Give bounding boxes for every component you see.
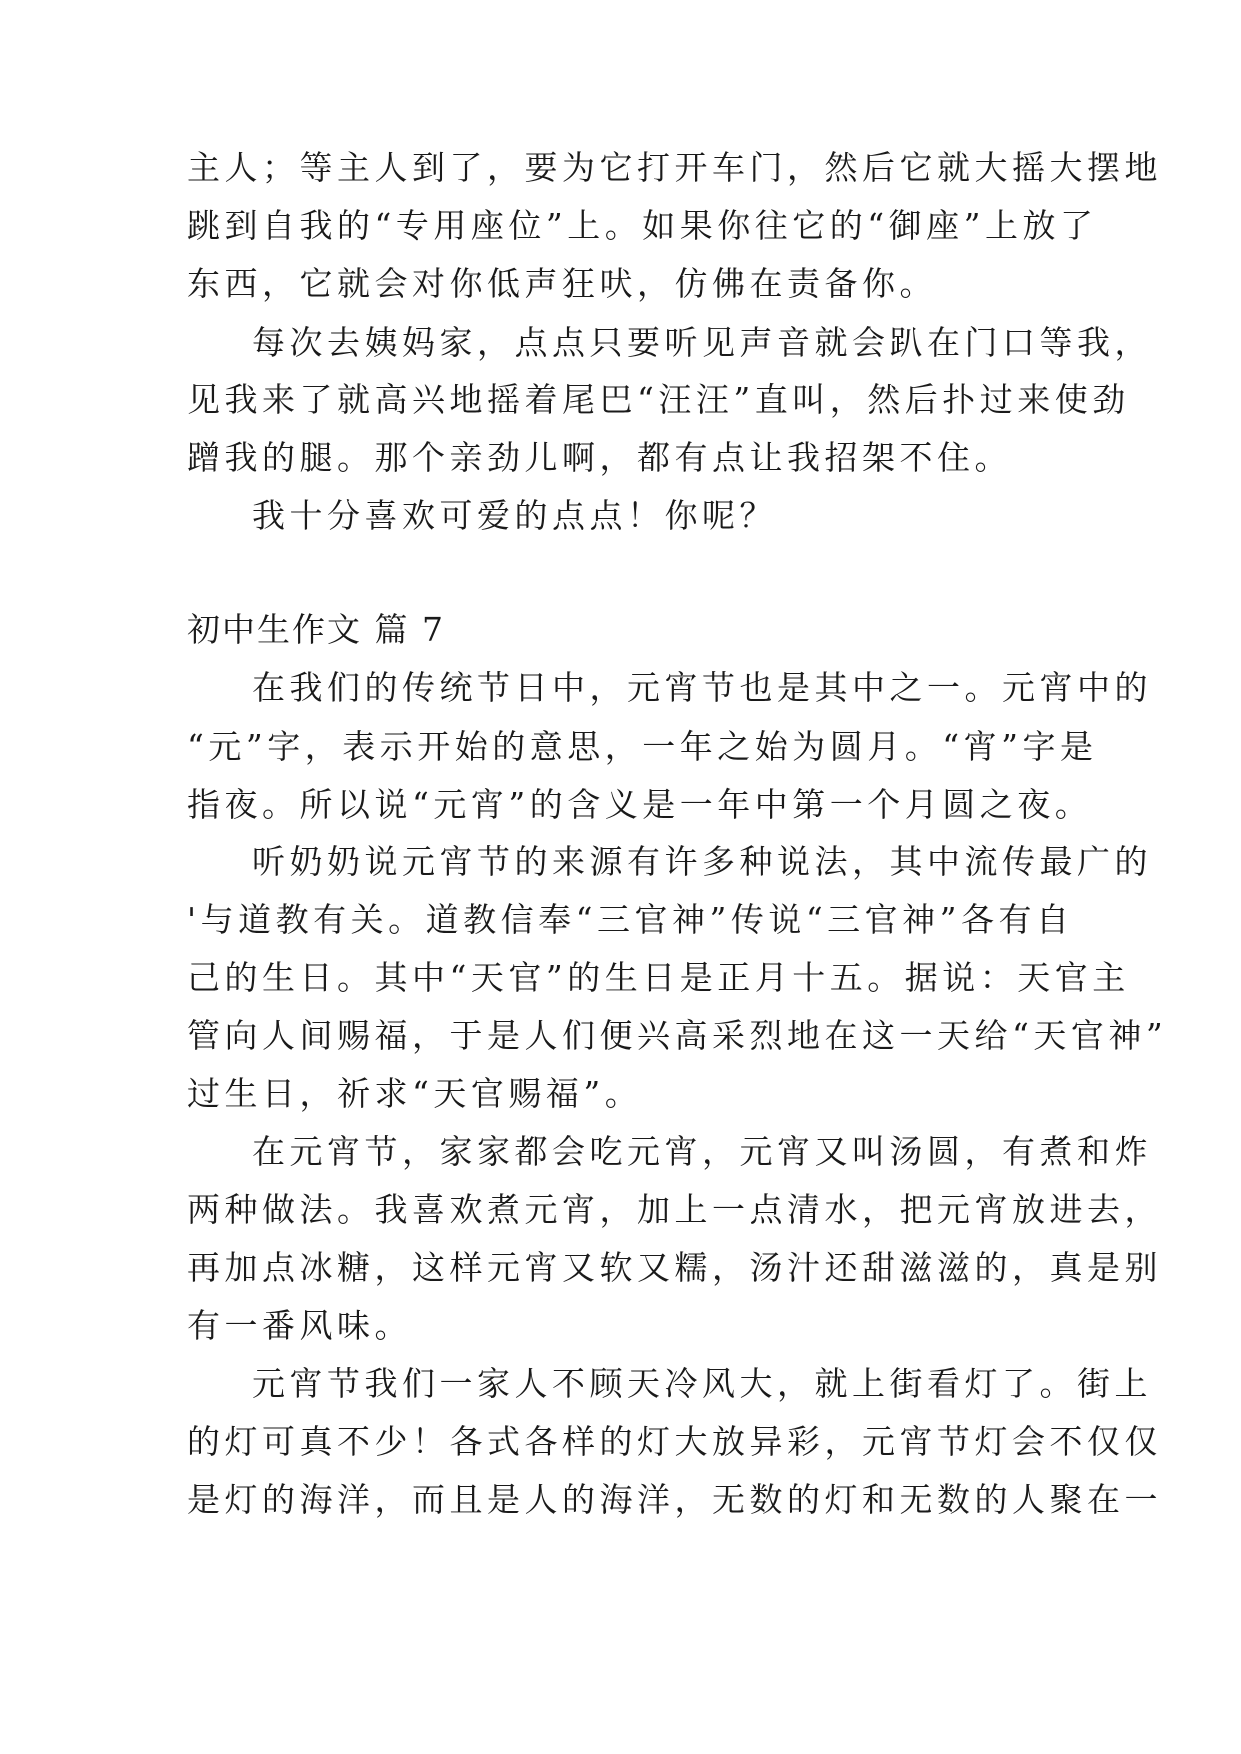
- paragraph-start-line: 听奶奶说元宵节的来源有许多种说法，其中流传最广的: [252, 842, 1152, 881]
- paragraph-start-line: 我十分喜欢可爱的点点！你呢？: [252, 496, 777, 535]
- text-line: 主人；等主人到了，要为它打开车门，然后它就大摇大摆地: [187, 148, 1162, 187]
- paragraph-start-line: 每次去姨妈家，点点只要听见声音就会趴在门口等我，: [252, 323, 1152, 362]
- text-line: 过生日，祈求“天官赐福”。: [187, 1074, 643, 1113]
- text-line: 见我来了就高兴地摇着尾巴“汪汪”直叫，然后扑过来使劲: [187, 380, 1130, 419]
- text-line: 是灯的海洋，而且是人的海洋，无数的灯和无数的人聚在一: [187, 1480, 1162, 1519]
- text-line: 指夜。所以说“元宵”的含义是一年中第一个月圆之夜。: [187, 785, 1093, 824]
- paragraph-start-line: 在我们的传统节日中，元宵节也是其中之一。元宵中的: [252, 668, 1152, 707]
- text-line: 跳到自我的“专用座位”上。如果你往它的“御座”上放了: [187, 206, 1098, 245]
- text-line: 东西，它就会对你低声狂吠，仿佛在责备你。: [187, 264, 937, 303]
- text-line: 有一番风味。: [187, 1306, 412, 1345]
- text-line: '与道教有关。道教信奉“三官神”传说“三官神”各有自: [187, 900, 1074, 939]
- text-line: 蹭我的腿。那个亲劲儿啊，都有点让我招架不住。: [187, 438, 1012, 477]
- paragraph-start-line: 在元宵节，家家都会吃元宵，元宵又叫汤圆，有煮和炸: [252, 1132, 1152, 1171]
- text-line: 己的生日。其中“天官”的生日是正月十五。据说：天官主: [187, 958, 1130, 997]
- paragraph-start-line: 元宵节我们一家人不顾天冷风大，就上街看灯了。街上: [252, 1364, 1152, 1403]
- text-line: “元”字，表示开始的意思，一年之始为圆月。“宵”字是: [187, 727, 1098, 766]
- text-line: 再加点冰糖，这样元宵又软又糯，汤汁还甜滋滋的，真是别: [187, 1248, 1162, 1287]
- text-line: 的灯可真不少！各式各样的灯大放异彩，元宵节灯会不仅仅: [187, 1422, 1162, 1461]
- section-heading: 初中生作文 篇 7: [187, 610, 445, 649]
- text-line: 两种做法。我喜欢煮元宵，加上一点清水，把元宵放进去，: [187, 1190, 1162, 1229]
- text-line: 管向人间赐福，于是人们便兴高采烈地在这一天给“天官神”: [187, 1016, 1168, 1055]
